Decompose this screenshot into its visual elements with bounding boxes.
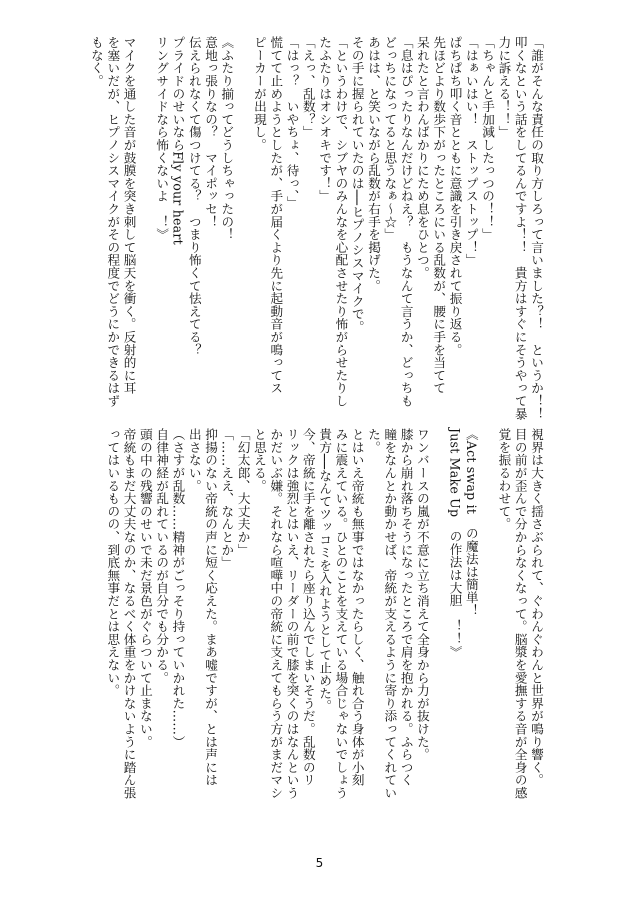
text-line: 膝から崩れ落ちそうになったところで肩を抱かれる。ふらつく — [398, 428, 414, 787]
text-block-top — [88, 36, 544, 420]
text-line: 自律神経が乱れているのが自分でも分かる。 — [154, 428, 170, 684]
blank-line — [137, 36, 153, 408]
text-line: とはいえ帝統も無事ではなかったらしく、触れ合う身体が小刻 — [349, 428, 365, 787]
text-line: みに震えている。ひとのことを支えている場合じゃないでしょう — [333, 428, 349, 800]
text-line: 覚を振るわせて。 — [496, 428, 512, 531]
text-line: 「えっ、乱数？」 — [300, 36, 316, 139]
text-line: 意地っ張りなの？ マイポッセ！ — [203, 36, 219, 228]
text-line: た。 — [366, 428, 382, 454]
text-line: 目の前が歪んで分からなくなって。脳漿を愛撫する音が全身の感 — [512, 428, 528, 800]
text-line: 「はっ？ いやちょ、待っ、」 — [284, 36, 300, 209]
text-line: 「はぁいはい！ ストップストップ！」 — [463, 36, 479, 267]
text-line: 「幻太郎、大丈夫か」 — [235, 428, 251, 556]
text-line: 今、帝統に手を離されたら座り込んでしまいそうだ。乱数のリ — [300, 428, 316, 787]
text-line: 叩くなという話をしてるんですよ！！ 貴方はすぐにそうやって暴 — [512, 36, 528, 420]
text-line: を塞いだが、ヒプノシスマイクがその程度でどうにかできるはず — [105, 36, 121, 408]
text-line: 貴方──なんてツッコミを入れようとして止めた。 — [317, 428, 333, 713]
text-line: 「……ええ、なんとか」 — [219, 428, 235, 569]
text-line: 伝えられなくて傷つけてる？ つまり怖くて怯えてる？ — [186, 36, 202, 356]
text-line: ぱちぱち叩く音とともに意識を引き戻されて振り返る。 — [447, 36, 463, 356]
text-line: 視界は大きく揺さぶられて、ぐわんぐわんと世界が鳴り響く。 — [529, 428, 544, 787]
text-line: ワンバースの嵐が不意に立ち消えて全身から力が抜けた。 — [414, 428, 430, 761]
text-line: 「ちゃんと手加減したっつの！！」 — [480, 36, 496, 241]
text-line: 頭の中の残響のせいで未だ景色がぐらついて止まない。 — [137, 428, 153, 748]
text-line: ってはいるものの、到底無事だとは思えない。 — [105, 428, 121, 697]
blank-line — [234, 36, 250, 408]
text-line: 先ほどより数歩下がったところにいる乱数が、腰に手を当てて — [431, 36, 447, 395]
text-line: 《ふたり揃ってどうしちゃったの！ — [219, 36, 235, 241]
text-line: と思える。 — [251, 428, 267, 492]
text-line: もなく。 — [88, 36, 104, 88]
text-line: 「誰がそんな責任の取り方しろって言いました？！ というか！！ — [529, 36, 544, 420]
text-line: プライドのせいならFly your heart — [170, 36, 186, 245]
text-line: Just Make Up の作法は大胆 ！！》 — [447, 428, 463, 659]
text-line: 《Act swap it の魔法は簡単！ — [463, 428, 479, 617]
text-line: リングサイドなら怖くないよ ！》 — [154, 36, 170, 241]
blank-line — [430, 428, 446, 808]
text-line: リックは強烈とはいえ、リーダーの前で膝を突くのはなんという — [284, 428, 300, 800]
text-line: （さすが乱数……精神がごっそり持っていかれた……） — [170, 428, 186, 748]
text-line: 出さない。 — [186, 428, 202, 492]
text-line: たふたりはオシオキです！」 — [317, 36, 333, 203]
page-number: 5 — [315, 856, 324, 870]
text-line: どっちになってると思うなぁ〜☆」 — [382, 36, 398, 241]
text-line: その手に握られていたのは──ヒプノシスマイクで。 — [349, 36, 365, 334]
text-line: 瞳をなんとか動かせば、帝統が支えるように寄り添ってくれてい — [382, 428, 398, 800]
blank-line — [479, 428, 495, 808]
text-line: かだいぶ嫌。それなら喧嘩中の帝統に支えてもらう方がまだマシ — [268, 428, 284, 800]
text-line: 抑揚のない帝統の声に短く応えた。まあ嘘ですが、とは声には — [203, 428, 219, 787]
text-line: 帝統もまだ大丈夫なのか、なるべく体重をかけないように踏ん張 — [121, 428, 137, 800]
text-line: あはは、と笑いながら乱数が右手を掲げた。 — [366, 36, 382, 292]
text-line: マイクを通した音が鼓膜を突き刺して脳天を衝く。反射的に耳 — [121, 36, 137, 395]
text-line: 呆れたと言わんばかりにため息をひとつ。 — [414, 36, 430, 280]
text-line: 「というわけで、シブヤのみんなを心配させたり怖がらせたりし — [333, 36, 349, 408]
text-block-bottom — [104, 428, 544, 808]
text-line: 「息はぴったりなんだけどねえ？ もうなんて言うか、どっちも — [398, 36, 414, 408]
text-line: 慌てて止めようとしたが、手が届くより先に起動音が鳴ってス — [268, 36, 284, 395]
text-line: 力に訴える！！」 — [496, 36, 512, 139]
text-line: ピーカーが出現し。 — [251, 36, 267, 152]
